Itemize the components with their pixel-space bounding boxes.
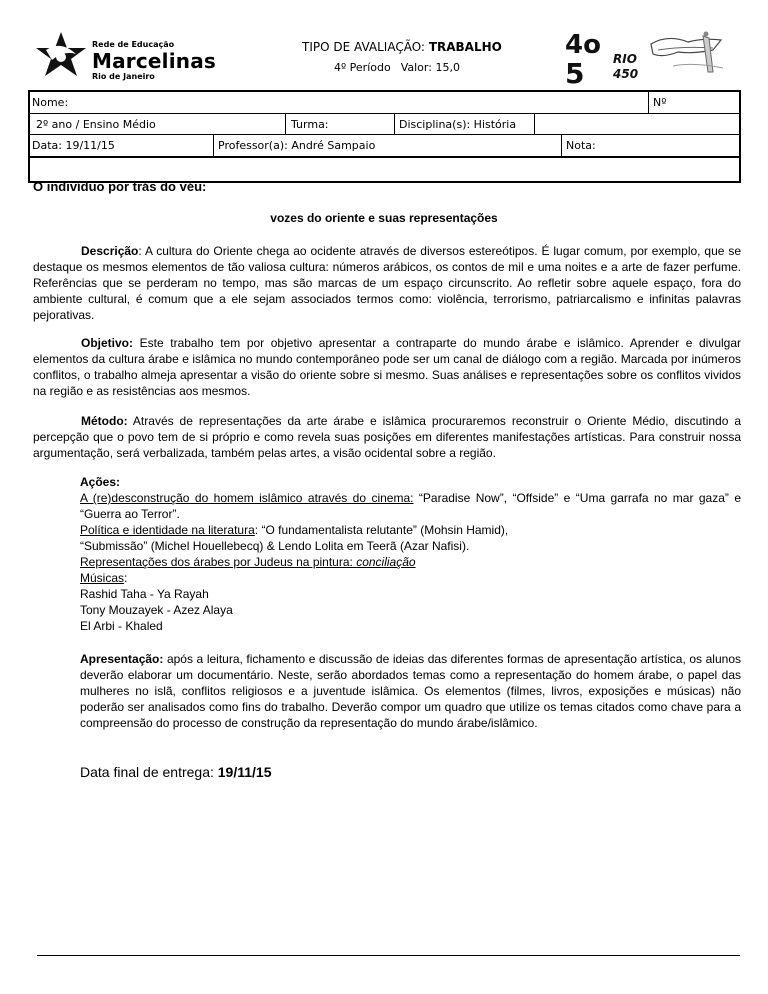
evaluation-type — [302, 40, 502, 54]
actions-literature-continued: “Submissão” (Michel Houellebecq) & Lendo Lolita em Teerã (Azar Nafisi). — [80, 539, 470, 553]
actions-cinema — [80, 490, 741, 522]
grade-level: 2º ano / Ensino Médio — [36, 118, 156, 131]
period-value-line — [334, 61, 460, 74]
presentation-paragraph — [80, 651, 741, 731]
description-paragraph — [33, 243, 741, 323]
deadline — [80, 764, 272, 780]
svg-text:450: 450 — [613, 67, 639, 81]
class-field[interactable]: Turma: — [291, 118, 329, 131]
period: 4º Período — [334, 61, 391, 74]
actions-painting-label: Representações dos árabes por Judeus na pintura: — [80, 555, 357, 569]
objective-label: Objetivo: — [81, 336, 134, 350]
method-label: Método: — [81, 414, 128, 428]
marcelinas-logo-icon — [34, 30, 88, 78]
svg-text:4o: 4o — [565, 30, 601, 60]
grade-value: Valor: 15,0 — [400, 61, 460, 74]
name-field[interactable]: Nome: — [32, 96, 69, 109]
method-paragraph — [33, 413, 741, 461]
music-item: Rashid Taha - Ya Rayah — [80, 587, 209, 601]
music-item: Tony Mouzayek - Azez Alaya — [80, 603, 233, 617]
brand-network-label: Rede de Educação — [92, 40, 175, 49]
info-row-name — [30, 92, 739, 114]
info-row-class — [30, 114, 739, 135]
description-text: : A cultura do Oriente chega ao ocidente através de diversos estereótipos. É lugar comum, por exemplo, que se destaque os mesmos elementos de tão valiosa cultura: números arábicos, os contos de mil e uma noites e a arte de fazer perfume. Referências que se perderam no tempo, mas são marcas de um espaço circunscrito. Ao refletir sobre aquele espaço, fora do ambiente cultural, é comum que a ele sejam associados termos como: violência, terrorismo, patriarcalismo e infinitas palavras pejorativas. — [33, 244, 741, 322]
actions-literature — [80, 522, 741, 538]
brand-city: Rio de Janeiro — [92, 72, 155, 81]
actions-music-colon: : — [124, 571, 128, 585]
deadline-date: 19/11/15 — [217, 764, 272, 780]
deadline-label: Data final de entrega: — [80, 764, 218, 780]
actions-literature-label: Política e identidade na literatura — [80, 523, 255, 537]
footer-divider — [37, 955, 740, 956]
objective-text: Este trabalho tem por objetivo apresentar a contraparte do mundo árabe e islâmico. Aprender e divulgar elementos da cultura árabe e islâmica no mundo contemporâneo pode ser um canal de diálogo com a região. Marcada por inúmeros conflitos, o trabalho almeja apresentar a visão do oriente sobre si mesmo. Suas análises e representações sobre os conflitos vividos na região e as resistências aos mesmos. — [33, 336, 741, 398]
number-field[interactable]: Nº — [653, 96, 667, 109]
student-info-table — [28, 90, 741, 183]
date: Data: 19/11/15 — [32, 139, 115, 152]
description-label: Descrição — [81, 244, 139, 258]
actions-literature-text: : “O fundamentalista relutante” (Mohsin Hamid), — [254, 523, 509, 537]
svg-text:RIO: RIO — [613, 52, 637, 66]
actions-cinema-text: “Paradise Now”, “Offside” e “Uma garrafa no mar gaza” e “Guerra ao Terror”. — [80, 491, 741, 521]
actions-label: Ações: — [80, 475, 121, 489]
objective-paragraph — [33, 335, 741, 399]
brand-name: Marcelinas — [92, 49, 217, 73]
actions-music-label: Músicas — [80, 571, 125, 585]
evaluation-type-value: TRABALHO — [428, 40, 502, 54]
document-header — [0, 0, 768, 90]
rio-450-logo-icon — [563, 28, 743, 88]
svg-text:5: 5 — [565, 57, 585, 88]
presentation-text: após a leitura, fichamento e discussão de ideias das diferentes formas de apresentação artística, os alunos deverão elaborar um documentário. Neste, serão abordados temas como a representação do homem árabe, o papel das mulheres no islã, conflitos religiosos e a juventude islâmica. Os elementos (filmes, livros, exposições e músicas) não poderão ser analisados como fins do trabalho. Deverão compor um quadro que utilize os temas citados como chave para a compreensão do processo de construção da representação do mundo árabe/islâmico. — [80, 652, 741, 730]
grade-field[interactable]: Nota: — [566, 139, 596, 152]
subject: Disciplina(s): História — [399, 118, 517, 131]
document-subtitle: vozes do oriente e suas representações — [270, 211, 498, 225]
document-title: O indivíduo por trás do véu: — [33, 179, 207, 194]
actions-painting — [80, 554, 741, 570]
actions-cinema-label: A (re)desconstrução do homem islâmico através do cinema: — [80, 491, 414, 505]
teacher: Professor(a): André Sampaio — [218, 139, 376, 152]
actions-section — [80, 474, 741, 634]
evaluation-type-label: TIPO DE AVALIAÇÃO: — [302, 40, 425, 54]
presentation-label: Apresentação: — [80, 652, 164, 666]
music-item: El Arbi - Khaled — [80, 619, 163, 633]
method-text: Através de representações da arte árabe e islâmica procuraremos reconstruir o Oriente Médio, discutindo a percepção que o povo tem de si próprio e como revela suas posições em diferentes manifestações artísticas. Para construir nossa argumentação, será verbalizada, também pelas artes, a visão ocidental sobre a região. — [33, 414, 741, 460]
actions-music-heading — [80, 570, 741, 586]
actions-painting-italic: conciliação — [356, 555, 416, 569]
info-row-date — [30, 135, 739, 158]
